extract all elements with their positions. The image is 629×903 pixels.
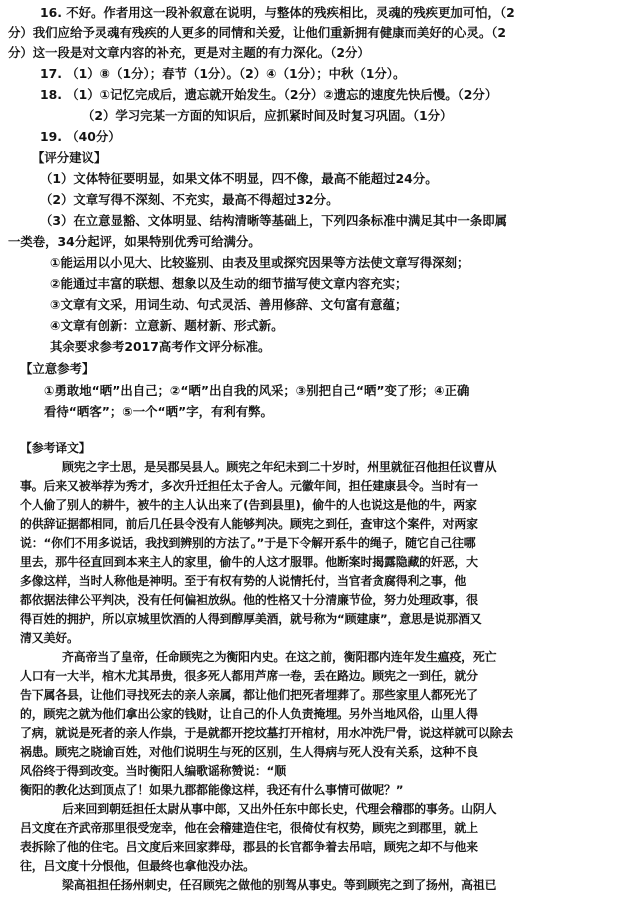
- scoring-line: （1）文体特征要明显，如果文体不明显，四不像，最高不能超过24分。: [40, 171, 438, 186]
- scoring-line: ①能运用以小见大、比较鉴别、由表及里或探究因果等方法使文章写得深刻；: [50, 255, 470, 270]
- scoring-line: （2）文章写得不深刻、不充实，最高不得超过32分。: [40, 192, 339, 207]
- scoring-line: （3）在立意显豁、文体明显、结构清晰等基础上，下列四条标准中满足其中一条即属: [40, 213, 508, 228]
- q17-answer: 17. （1）⑧（1分）；春节（1分）。（2）④（1分）；中秋（1分）。: [40, 66, 406, 81]
- theme-line: 看待“晒客”；⑤一个“晒”字，有利有弊。: [44, 404, 273, 419]
- translation-line: 的，顾宪之就为他们拿出公家的钱财，让自己的仆人负责掩埋。另外当地风俗，山里人得: [20, 707, 478, 721]
- scoring-line: ④文章有创新：立意新、题材新、形式新。: [50, 318, 284, 333]
- translation-line: 里去，那牛径直回到本来主人的家里，偷牛的人这才服罪。他断案时揭露隐藏的奸恶，大: [20, 555, 478, 569]
- translation-line: 表拆除了他的住宅。吕文度后来回家葬母，郡县的长官都争着去吊唁，顾宪之却不与他来: [20, 840, 478, 854]
- translation-line: 衡阳的教化达到顶点了！如果九郡都能像这样，我还有什么事情可做呢？”: [20, 783, 404, 797]
- translation-line: 梁高祖担任扬州刺史，任召顾宪之做他的别驾从事史。等到顾宪之到了扬州，高祖已: [62, 878, 497, 892]
- scoring-line: 一类卷，34分起评，如果特别优秀可给满分。: [8, 234, 261, 249]
- scoring-line: 其余要求参考2017高考作文评分标准。: [50, 339, 271, 354]
- q16-line-3: 分）这一段是对文章内容的补充，更是对主题的有力深化。（2分）: [8, 45, 370, 60]
- theme-line: ①勇敢地“晒”出自己；②“晒”出自我的风采；③别把自己“晒”变了形；④正确: [44, 383, 470, 398]
- translation-line: 后来回到朝廷担任太尉从事中郎，又出外任东中郎长史，代理会稽郡的事务。山阴人: [62, 802, 497, 816]
- translation-line: 吕文度在齐武帝那里很受宠幸，他在会稽建造住宅，很倚仗有权势，顾宪之到郡里，就上: [20, 821, 478, 835]
- translation-line: 个人偷了别人的耕牛，被牛的主人认出来了(告到县里)，偷牛的人也说这是他的牛，两家: [20, 498, 477, 512]
- translation-line: 齐高帝当了皇帝，任命顾宪之为衡阳内史。在这之前，衡阳郡内连年发生瘟疫，死亡: [62, 650, 497, 664]
- scoring-line: ②能通过丰富的联想、想象以及生动的细节描写使文章内容充实；: [50, 276, 408, 291]
- q18-line-1: 18. （1）①记忆完成后，遗忘就开始发生。（2分）②遗忘的速度先快后慢。（2分）: [40, 87, 498, 102]
- q16-line-2: 分）我们应给予灵魂有残疾的人更多的同情和关爱，让他们重新拥有健康而美好的心灵。（2: [8, 25, 507, 40]
- translation-line: 说：“你们不用多说话，我找到辨别的方法了。”于是下令解开系牛的绳子，随它自己往哪: [20, 536, 476, 550]
- q19-answer: 19. （40分）: [40, 129, 121, 144]
- translation-line: 了病，就说是死者的亲人作祟，于是就都开挖坟墓打开棺材，用水冲洗尸骨，说这样就可以除去: [20, 726, 514, 740]
- translation-line: 都依据法律公平判决，没有任何偏袒放纵。他的性格又十分清廉节俭，努力处理政事，很: [20, 593, 478, 607]
- translation-line: 顾宪之字士思，是吴郡吴县人。顾宪之年纪未到二十岁时，州里就征召他担任议曹从: [62, 460, 497, 474]
- translation-line: 告下属各县，让他们寻找死去的亲人亲属，都让他们把死者埋葬了。那些家里人都死光了: [20, 688, 478, 702]
- reference-heading: 【参考译文】: [20, 441, 91, 455]
- translation-line: 人口有一大半，棺木尤其昂贵，很多死人都用芦席一卷，丢在路边。顾宪之一到任，就分: [20, 669, 478, 683]
- translation-line: 清又美好。: [20, 631, 79, 645]
- translation-line: 多像这样，当时人称他是神明。至于有权有势的人说情托付，当官者贪腐得利之事，他: [20, 574, 467, 588]
- q18-line-2: （2）学习完某一方面的知识后，应抓紧时间及时复习巩固。（1分）: [82, 108, 453, 123]
- theme-heading: 【立意参考】: [20, 361, 95, 376]
- translation-line: 往，吕文度十分恨他，但最终也拿他没办法。: [20, 859, 255, 873]
- translation-line: 事。后来又被举荐为秀才，多次升迁担任太子舍人。元徽年间，担任建康县令。当时有一: [20, 479, 478, 493]
- scoring-heading: 【评分建议】: [32, 150, 107, 165]
- q16-line-1: 16. 不好。作者用这一段补叙意在说明，与整体的残疾相比，灵魂的残疾更加可怕，（2: [40, 5, 515, 20]
- translation-line: 祸患。顾宪之晓谕百姓，对他们说明生与死的区别，生人得病与死人没有关系，这种不良: [20, 745, 478, 759]
- scoring-line: ③文章有文采，用词生动、句式灵活、善用修辞、文句富有意蕴；: [50, 297, 408, 312]
- translation-line: 的供辞证据都相同，前后几任县令没有人能够判决。顾宪之到任，查审这个案件，对两家: [20, 517, 478, 531]
- translation-line: 得百姓的拥护，所以京城里饮酒的人得到醇厚美酒，就号称为“顾建康”，意思是说那酒又: [20, 612, 482, 626]
- translation-line: 风俗终于得到改变。当时衡阳人编歌谣称赞说：“顺: [20, 764, 286, 778]
